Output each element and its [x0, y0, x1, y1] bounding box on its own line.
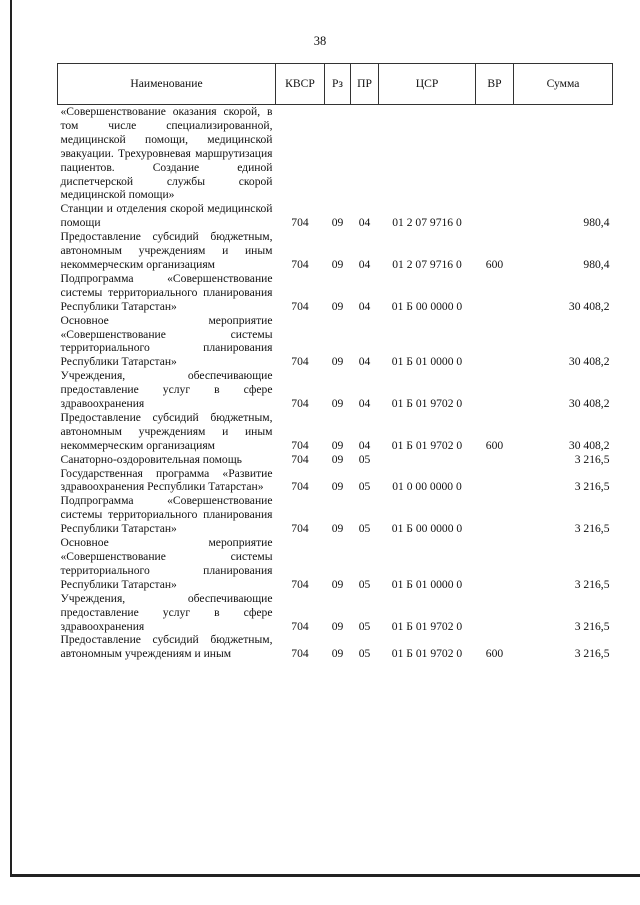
row-csr: 01 Б 01 9702 0 [391, 438, 463, 452]
row-rz: 09 [331, 438, 344, 452]
row-pr: 05 [358, 577, 371, 591]
row-pr: 05 [358, 522, 371, 536]
table-row [58, 453, 613, 467]
header-vr: ВР [476, 64, 514, 105]
table-row [58, 272, 613, 314]
row-rz: 09 [331, 355, 344, 369]
row-csr: 01 2 07 9716 0 [392, 216, 462, 230]
row-sum: 30 408,2 [568, 299, 610, 313]
row-kvsr: 704 [291, 452, 309, 466]
row-vr [476, 314, 514, 370]
row-pr: 05 [358, 452, 371, 466]
header-csr: ЦСР [379, 64, 476, 105]
row-csr: 01 Б 01 9702 0 [391, 647, 463, 661]
row-pr: 04 [358, 257, 371, 271]
row-pr: 04 [358, 438, 371, 452]
row-pr [351, 105, 379, 203]
row-sum: 3 216,5 [574, 647, 610, 661]
page-border-left [10, 0, 12, 876]
row-sum: 3 216,5 [574, 619, 610, 633]
row-rz: 09 [331, 299, 344, 313]
row-vr [476, 272, 514, 314]
header-pr: ПР [351, 64, 379, 105]
row-csr: 01 Б 01 9702 0 [391, 619, 463, 633]
row-sum: 3 216,5 [574, 522, 610, 536]
row-name: Предоставление субсидий бюджетным, автономным учреждениям и иным некоммерческим организациям [60, 410, 273, 452]
row-kvsr: 704 [291, 397, 309, 411]
table-row [58, 314, 613, 370]
row-name: «Совершенствование оказания скорой, в том числе специализированной, медицинской помощи, медицинской эвакуации. Трехуровневая маршрутизация пациентов. Создание единой диспетчерской службы скорой медицинской помощи» [60, 105, 273, 202]
table-header-row [58, 64, 613, 105]
row-pr: 04 [358, 299, 371, 313]
row-pr: 05 [358, 480, 371, 494]
row-vr [476, 453, 514, 467]
row-sum: 3 216,5 [574, 577, 610, 591]
row-vr [476, 467, 514, 495]
row-kvsr: 704 [291, 480, 309, 494]
row-vr: 600 [485, 647, 504, 661]
row-sum [514, 105, 613, 203]
row-vr [476, 105, 514, 203]
row-csr [379, 453, 476, 467]
row-name: Учреждения, обеспечивающие предоставление услуг в сфере здравоохранения [60, 591, 273, 633]
table-row [58, 369, 613, 411]
row-name: Предоставление субсидий бюджетным, автономным учреждениям и иным [60, 633, 273, 661]
row-kvsr: 704 [291, 216, 309, 230]
row-vr: 600 [485, 257, 504, 271]
row-pr: 04 [358, 397, 371, 411]
table-row [58, 467, 613, 495]
row-rz: 09 [331, 619, 344, 633]
row-csr: 01 Б 01 0000 0 [391, 355, 463, 369]
row-csr: 01 0 00 0000 0 [392, 480, 462, 494]
header-name: Наименование [58, 64, 276, 105]
row-pr: 04 [358, 355, 371, 369]
row-rz: 09 [331, 257, 344, 271]
row-vr: 600 [485, 438, 504, 452]
row-kvsr: 704 [291, 647, 309, 661]
row-kvsr: 704 [291, 299, 309, 313]
row-rz: 09 [331, 480, 344, 494]
table-row [58, 230, 613, 272]
row-name: Подпрограмма «Совершенствование системы территориального планирования Республики Татарстан» [60, 271, 273, 313]
row-rz: 09 [331, 216, 344, 230]
row-sum: 980,4 [583, 257, 610, 271]
row-sum: 980,4 [583, 216, 610, 230]
row-vr [476, 592, 514, 634]
page-number: 38 [313, 34, 327, 48]
row-name: Станции и отделения скорой медицинской помощи [60, 202, 273, 230]
row-name: Санаторно-оздоровительная помощь [60, 452, 242, 466]
row-name: Основное мероприятие «Совершенствование системы территориального планирования Республики Татарстан» [60, 536, 273, 591]
row-pr: 05 [358, 619, 371, 633]
row-rz: 09 [331, 397, 344, 411]
row-name: Предоставление субсидий бюджетным, автономным учреждениям и иным некоммерческим организациям [60, 230, 273, 271]
row-csr: 01 Б 01 0000 0 [391, 577, 463, 591]
table-row [58, 536, 613, 592]
row-rz: 09 [331, 452, 344, 466]
row-csr [379, 105, 476, 203]
row-kvsr [276, 105, 325, 203]
table-row [58, 411, 613, 453]
row-csr: 01 2 07 9716 0 [392, 257, 462, 271]
row-rz: 09 [331, 577, 344, 591]
row-vr [476, 494, 514, 536]
table-row [58, 494, 613, 536]
header-sum: Сумма [514, 64, 613, 105]
row-name: Учреждения, обеспечивающие предоставление услуг в сфере здравоохранения [60, 369, 273, 411]
row-csr: 01 Б 00 0000 0 [391, 299, 463, 313]
row-sum: 30 408,2 [568, 355, 610, 369]
row-csr: 01 Б 00 0000 0 [391, 522, 463, 536]
page-border-bottom [10, 874, 640, 877]
row-sum: 3 216,5 [574, 480, 610, 494]
table-row [58, 592, 613, 634]
row-kvsr: 704 [291, 355, 309, 369]
row-rz: 09 [331, 647, 344, 661]
row-vr [476, 202, 514, 230]
row-sum: 30 408,2 [568, 397, 610, 411]
row-pr: 05 [358, 647, 371, 661]
row-rz [325, 105, 351, 203]
row-kvsr: 704 [291, 522, 309, 536]
row-vr [476, 369, 514, 411]
row-sum: 30 408,2 [568, 438, 610, 452]
row-rz: 09 [331, 522, 344, 536]
row-name: Основное мероприятие «Совершенствование системы территориального планирования Республики Татарстан» [60, 313, 273, 369]
table-row [58, 202, 613, 230]
header-rz: Рз [325, 64, 351, 105]
row-vr [476, 536, 514, 592]
row-kvsr: 704 [291, 619, 309, 633]
row-name: Государственная программа «Развитие здравоохранения Республики Татарстан» [60, 466, 273, 494]
row-csr: 01 Б 01 9702 0 [391, 397, 463, 411]
row-kvsr: 704 [291, 438, 309, 452]
row-kvsr: 704 [291, 577, 309, 591]
row-kvsr: 704 [291, 257, 309, 271]
header-kvsr: КВСР [276, 64, 325, 105]
row-name: Подпрограмма «Совершенствование системы территориального планирования Республики Татарстан» [60, 494, 273, 536]
table-row [58, 105, 613, 203]
table-row [58, 633, 613, 661]
row-pr: 04 [358, 216, 371, 230]
budget-table [57, 63, 613, 661]
row-sum: 3 216,5 [574, 452, 610, 466]
